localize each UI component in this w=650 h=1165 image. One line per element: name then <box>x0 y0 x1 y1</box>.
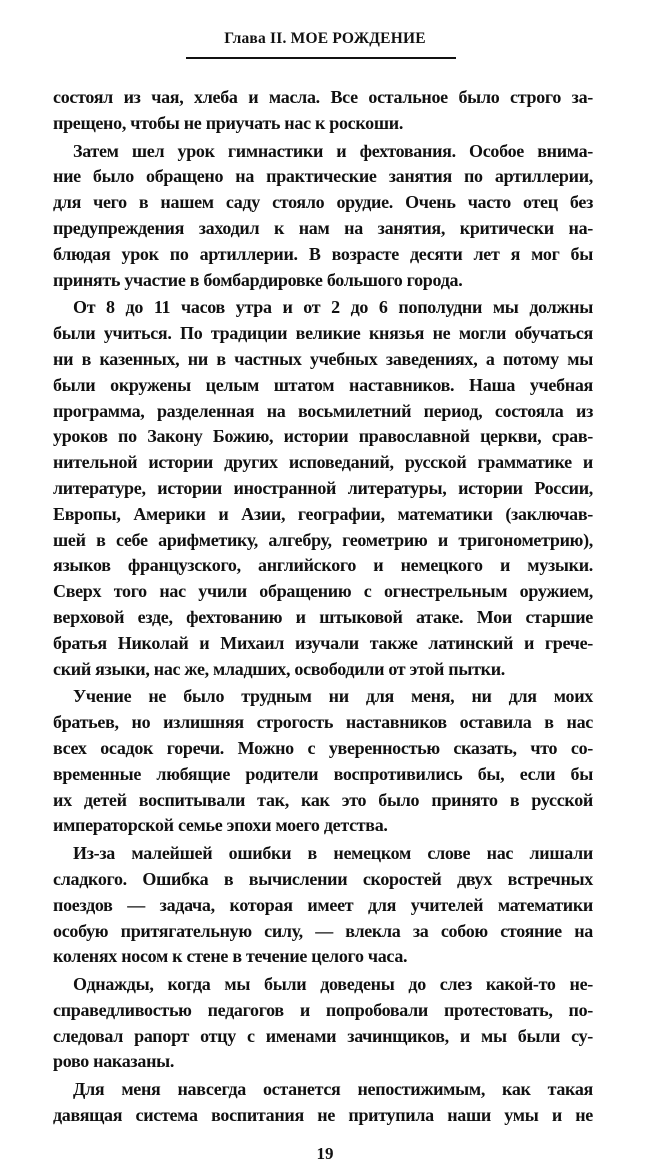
text-line: нительной истории других исповеданий, русской грамматике и <box>53 452 593 473</box>
text-line: состоял из чая, хлеба и масла. Все остальное было строго за- <box>53 87 593 107</box>
text-line: для чего в нашем саду стояло орудие. Очень часто отец без <box>53 192 593 213</box>
text-line: братьев, но излишняя строгость наставников оставила в нас <box>53 712 593 733</box>
text-line: временные любящие родители воспротивились бы, если бы <box>53 763 593 784</box>
text-line: Учение не было трудным ни для меня, ни для моих <box>73 686 593 707</box>
paragraph <box>53 295 593 682</box>
paragraph <box>53 139 593 294</box>
running-header: Глава II. МОЕ РОЖДЕНИЕ <box>224 30 426 47</box>
text-line: Однажды, когда мы были доведены до слез какой-то не- <box>73 974 593 995</box>
paragraph <box>53 85 593 137</box>
text-line: императорской семье эпохи моего детства. <box>53 815 388 836</box>
text-line: Из-за малейшей ошибки в немецком слове нас лишали <box>73 843 593 864</box>
page-body <box>53 85 593 1129</box>
text-line: их детей воспитывали так, как это было принято в русской <box>53 789 593 810</box>
text-line: ский языки, нас же, младших, освободили от этой пытки. <box>53 658 506 679</box>
text-line: всех осадок горечи. Можно с уверенностью сказать, что со- <box>53 737 593 758</box>
text-line: Для меня навсегда останется непостижимым, как такая <box>73 1079 593 1100</box>
text-line: верховой езде, фехтованию и штыковой атаке. Мои старшие <box>53 606 593 627</box>
text-line: были окружены целым штатом наставников. Наша учебная <box>53 374 593 395</box>
paragraph <box>53 1077 593 1129</box>
text-line: рово наказаны. <box>53 1051 175 1072</box>
text-line: давящая система воспитания не притупила наши умы и не <box>53 1105 593 1126</box>
text-line: братья Николай и Михаил изучали также латинский и грече- <box>53 632 593 653</box>
text-line: особую притягательную силу, — влекла за собою стояние на <box>53 920 593 941</box>
text-line: принять участие в бомбардировке большого города. <box>53 269 463 290</box>
text-line: были учиться. По традиции великие князья не могли обучаться <box>53 323 593 344</box>
text-line: От 8 до 11 часов утра и от 2 до 6 пополудни мы должны <box>73 297 593 318</box>
text-line: ни в казенных, ни в частных учебных заведениях, а потому мы <box>53 348 593 369</box>
paragraph <box>53 684 593 839</box>
text-line: предупреждения заходил к нам на занятия, критически на- <box>53 217 593 238</box>
text-line: Сверх того нас учили обращению с огнестрельным оружием, <box>53 581 593 602</box>
text-line: программа, разделенная на восьмилетний период, состояла из <box>53 400 593 421</box>
text-line: коленях носом к стене в течение целого часа. <box>53 946 408 967</box>
text-line: сладкого. Ошибка в вычислении скоростей двух встречных <box>53 868 593 889</box>
paragraph <box>53 841 593 970</box>
text-line: следовал рапорт отцу с именами зачинщиков, и мы были су- <box>53 1025 593 1046</box>
text-line: Затем шел урок гимнастики и фехтования. Особое внима- <box>73 140 593 161</box>
paragraph <box>53 972 593 1075</box>
text-line: уроков по Закону Божию, истории православной церкви, срав- <box>53 426 593 447</box>
text-line: поездов — задача, которая имеет для учителей математики <box>53 894 593 915</box>
text-line: языков французского, английского и немецкого и музыки. <box>53 555 593 576</box>
text-line: шей в себе арифметику, алгебру, геометрию и тригонометрию), <box>53 529 593 550</box>
text-line: блюдая урок по артиллерии. В возрасте десяти лет я мог бы <box>53 243 593 264</box>
text-line: литературе, истории иностранной литературы, истории России, <box>53 477 593 498</box>
page-number: 19 <box>316 1143 334 1163</box>
text-line: прещено, чтобы не приучать нас к роскоши. <box>53 112 404 133</box>
header-rule <box>186 57 456 59</box>
text-line: Европы, Америки и Азии, географии, математики (заключав- <box>53 503 593 524</box>
text-line: справедливостью педагогов и попробовали протестовать, по- <box>53 999 593 1020</box>
text-line: ние было обращено на практические занятия по артиллерии, <box>53 166 593 187</box>
